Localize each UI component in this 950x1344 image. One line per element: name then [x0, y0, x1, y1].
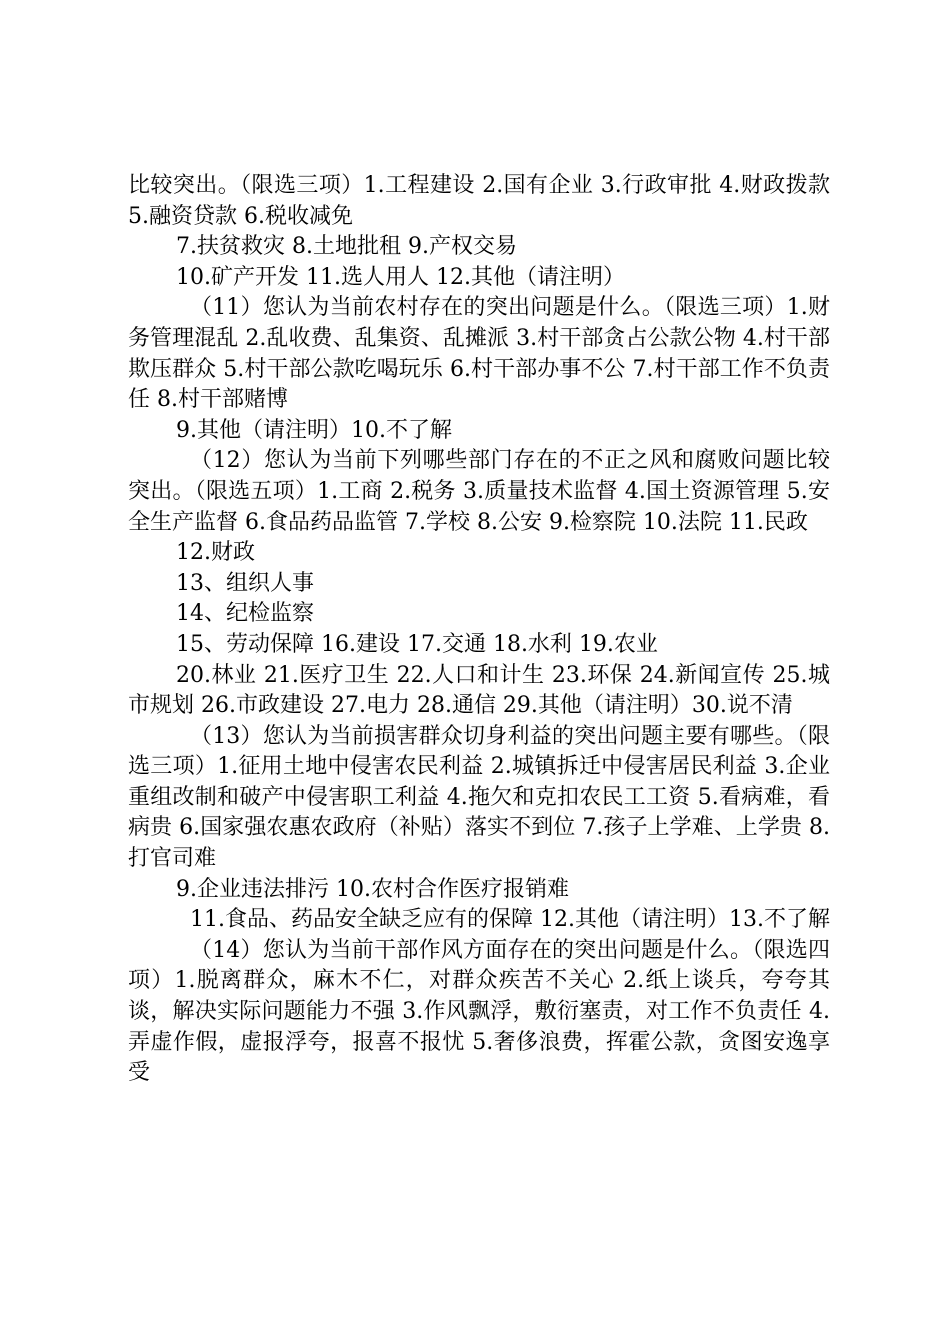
question-11: （11）您认为当前农村存在的突出问题是什么。（限选三项）1.财务管理混乱 2.乱收费、乱集资、乱摊派 3.村干部贪占公款公物 4.村干部欺压群众 5.村干部公款吃喝玩乐 6.村干部办事不公 7.村干部工作不负责任 8.村干部赌博	[128, 295, 830, 413]
document-body	[128, 171, 830, 1089]
question-13: （13）您认为当前损害群众切身利益的突出问题主要有哪些。（限选三项）1.征用土地中侵害农民利益 2.城镇拆迁中侵害居民利益 3.企业重组改制和破产中侵害职工利益 4.拖欠和克扣农民工工资 5.看病难，看病贵 6.国家强农惠农政府（补贴）落实不到位 7.孩子上学难、上学贵 8.打官司难	[128, 723, 830, 872]
question-13-options-11-13: 11.食品、药品安全缺乏应有的保障 12.其他（请注明）13.不了解	[190, 907, 830, 933]
paragraph-continuation: 比较突出。（限选三项）1.工程建设 2.国有企业 3.行政审批 4.财政拨款 5.融资贷款 6.税收减免	[128, 173, 830, 229]
question-14: （14）您认为当前干部作风方面存在的突出问题是什么。（限选四项）1.脱离群众，麻木不仁，对群众疾苦不关心 2.纸上谈兵，夸夸其谈，解决实际问题能力不强 3.作风飘浮，敷衍塞责，对工作不负责任 4.弄虚作假，虚报浮夸，报喜不报忧 5.奢侈浪费，挥霍公款，贪图安逸享受	[128, 937, 830, 1086]
question-12-option-12: 12.财政	[176, 540, 255, 566]
question-13-options-9-10: 9.企业违法排污 10.农村合作医疗报销难	[176, 876, 569, 902]
question-12-options-15-19: 15、劳动保障 16.建设 17.交通 18.水利 19.农业	[176, 631, 658, 657]
question-12-option-13: 13、组织人事	[176, 570, 314, 596]
paragraph-options-7-9: 7.扶贫救灾 8.土地批租 9.产权交易	[176, 234, 517, 260]
question-12-options-20-30: 20.林业 21.医疗卫生 22.人口和计生 23.环保 24.新闻宣传 25.城市规划 26.市政建设 27.电力 28.通信 29.其他（请注明）30.说不清	[128, 662, 830, 719]
paragraph-options-10-12: 10.矿产开发 11.选人用人 12.其他（请注明）	[176, 264, 625, 290]
question-11-more-options: 9.其他（请注明）10.不了解	[176, 417, 452, 443]
question-12-option-14: 14、纪检监察	[176, 601, 314, 627]
question-12: （12）您认为当前下列哪些部门存在的不正之风和腐败问题比较突出。（限选五项）1.工商 2.税务 3.质量技术监督 4.国土资源管理 5.安全生产监督 6.食品药品监管 7.学校 8.公安 9.检察院 10.法院 11.民政	[128, 448, 830, 535]
